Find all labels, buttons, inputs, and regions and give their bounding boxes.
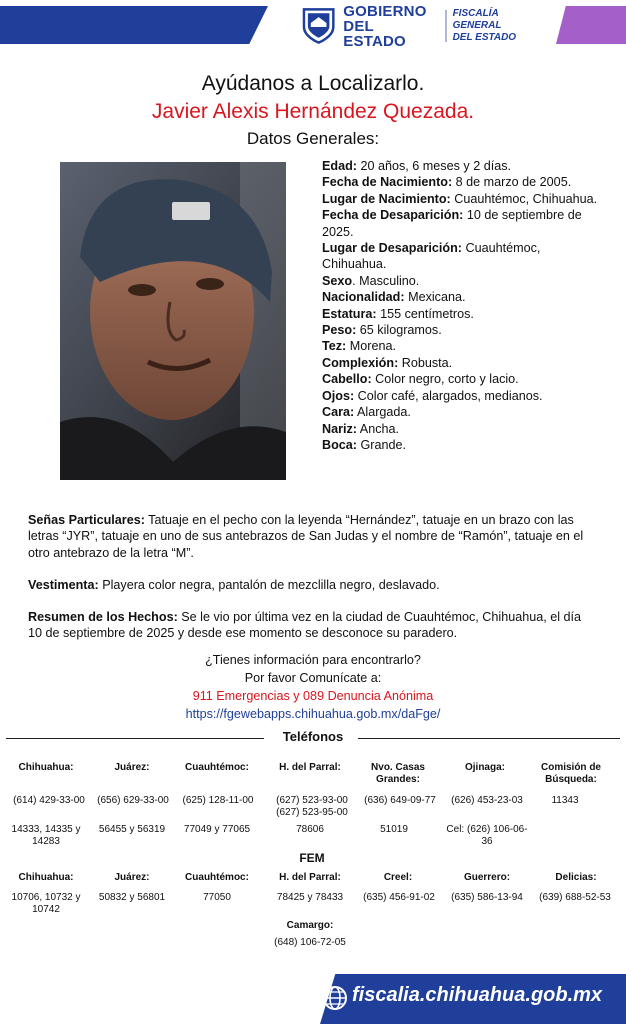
fem-value: 50832 y 56801 [98,892,166,903]
resumen-hechos [28,609,598,642]
dato-value: Robusta. [398,355,453,370]
tel-value: 11343 [551,795,579,806]
dato-value: Alargada. [354,405,411,420]
emergency-numbers: 911 Emergencias y 089 Denuncia Anónima [192,689,434,703]
dato-lugar-desaparicion [322,240,602,273]
tel-header-chihuahua: Chihuahua: [18,762,74,773]
header-left-band [0,6,268,44]
fem-header: Chihuahua: [18,872,74,883]
globe-icon [322,985,348,1011]
dato-nariz [322,421,602,437]
tel-header-parral: H. del Parral: [279,762,341,773]
tel-value: (627) 523-93-00 (627) 523-95-00 [276,795,348,818]
telefonos-title: Teléfonos [282,729,344,744]
page-title: Ayúdanos a Localizarlo. [201,72,425,95]
dato-tez [322,338,602,354]
dato-label: Lugar de Nacimiento: [322,191,451,206]
dato-value: 8 de marzo de 2005. [452,175,572,190]
resumen-text: Se le vio por última vez en la ciudad de Cuauhtémoc, Chihuahua, el día 10 de septiembre de 2025 y desde ese momento se desconoce su paradero. [28,610,582,641]
dato-label: Fecha de Nacimiento: [322,175,453,190]
fiscalia-line1: FISCALÍA GENERAL [452,8,502,31]
vestimenta-label: Vestimenta: [28,578,99,592]
tel-value: (626) 453-23-03 [451,795,523,806]
dato-cara [322,404,602,420]
fem-header: H. del Parral: [279,872,341,883]
contact-question: ¿Tienes información para encontrarlo? [205,653,421,667]
dato-fecha-desaparicion [322,207,602,240]
dato-label: Nacionalidad: [322,290,405,305]
senas-label: Señas Particulares: [28,513,145,527]
fem-header: Creel: [383,872,413,883]
tel-ext: 14333, 14335 y 14283 [11,824,81,847]
shield-icon [302,7,335,45]
dato-label: Cara: [322,405,355,420]
tel-ext: 51019 [380,824,408,835]
camargo-label: Camargo: [286,920,334,931]
tel-header-comision: Comisión de Búsqueda: [540,762,601,785]
tel-ext: 56455 y 56319 [98,824,166,835]
fem-value: 10706, 10732 y 10742 [11,892,81,915]
dato-value: Cuauhtémoc, Chihuahua. [450,191,598,206]
fem-value: (635) 456-91-02 [363,892,435,903]
header-right-band [556,6,626,44]
fem-header: Guerrero: [463,872,511,883]
dato-value: 155 centímetros. [376,306,474,321]
dato-value: . Masculino. [352,273,420,288]
fiscalia-line2: DEL ESTADO [452,32,517,43]
dato-complexion [322,355,602,371]
person-portrait-image [60,162,286,480]
dato-value: Grande. [357,437,407,452]
logo-divider [445,10,447,42]
dato-lugar-nacimiento [322,191,602,207]
dato-label: Ojos: [322,388,355,403]
dato-estatura [322,306,602,322]
dato-value: 20 años, 6 meses y 2 días. [356,159,511,173]
fiscalia-text [453,8,548,44]
government-logo [302,2,548,50]
tel-header-juarez: Juárez: [114,762,150,773]
dato-sexo [322,273,602,289]
dato-fecha-nacimiento [322,174,602,190]
dato-label: Sexo [322,273,353,288]
footer-website-link[interactable]: fiscalia.chihuahua.gob.mx [352,984,603,1006]
fem-value: (639) 688-52-53 [539,892,611,903]
dato-edad [322,158,602,174]
report-link[interactable]: https://fgewebapps.chihuahua.gob.mx/daFge/ [185,707,441,721]
dato-cabello [322,371,602,387]
dato-peso [322,322,602,338]
dato-boca [322,437,602,453]
gobierno-text [343,4,438,49]
tel-header-cuauhtemoc: Cuauhtémoc: [185,762,249,773]
vestimenta-text: Playera color negra, pantalón de mezclilla negro, deslavado. [98,578,440,592]
dato-value: Color café, alargados, medianos. [354,388,543,403]
gobierno-line2: DEL ESTADO [343,17,406,50]
fem-title: FEM [299,851,325,865]
fem-header: Delicias: [555,872,597,883]
dato-value: Mexicana. [404,290,466,305]
tel-value: (636) 649-09-77 [364,795,436,806]
tel-ext: 78606 [296,824,324,835]
tel-ext: 77049 y 77065 [183,824,251,835]
fem-value: (635) 586-13-94 [451,892,523,903]
senas-particulares [28,512,598,561]
tel-value: (625) 128-11-00 [182,795,254,806]
tel-header-casas-grandes: Nvo. Casas Grandes: [371,762,425,785]
dato-ojos [322,388,602,404]
dato-value: 65 kilogramos. [356,323,442,338]
contact-please: Por favor Comunícate a: [244,671,382,685]
senas-text: Tatuaje en el pecho con la leyenda “Hernández”, tatuaje en un brazo con las letras “JYR”, tatuaje en uno de sus antebrazos de San Judas y el nombre de “Ramón”, tatuaje en el otro antebrazo de la letra “M”. [28,513,584,560]
dato-label: Fecha de Desaparición: [322,208,464,223]
fem-value: 77050 [203,892,231,903]
dato-label: Cabello: [322,372,372,387]
dato-nacionalidad [322,289,602,305]
tel-ext: Cel: (626) 106-06-36 [446,824,528,847]
dato-label: Estatura: [322,306,377,321]
tel-header-ojinaga: Ojinaga: [464,762,505,773]
section-title: Datos Generales: [246,129,380,148]
dato-label: Edad: [322,159,357,173]
dato-label: Tez: [322,339,347,354]
person-photo [60,162,286,480]
dato-value: Color negro, corto y lacio. [371,372,519,387]
fem-header: Juárez: [114,872,150,883]
datos-generales-list [322,158,602,453]
person-name: Javier Alexis Hernández Quezada. [151,100,475,123]
dato-label: Boca: [322,437,357,452]
dato-value: Ancha. [357,421,400,436]
tel-value: (656) 629-33-00 [97,795,169,806]
tel-value: (614) 429-33-00 [13,795,85,806]
resumen-label: Resumen de los Hechos: [28,610,178,624]
gobierno-line1: GOBIERNO [343,2,427,20]
fem-header: Cuauhtémoc: [185,872,249,883]
vestimenta [28,577,598,593]
dato-value: 10 de septiembre de 2025. [322,208,582,239]
dato-label: Nariz: [322,421,357,436]
dato-value: Morena. [346,339,396,354]
dato-label: Lugar de Desaparición: [322,241,462,256]
camargo-value: (648) 106-72-05 [274,937,346,948]
dato-label: Complexión: [322,355,399,370]
fem-value: 78425 y 78433 [276,892,344,903]
dato-label: Peso: [322,323,357,338]
dato-value: Cuauhtémoc, Chihuahua. [322,241,541,272]
